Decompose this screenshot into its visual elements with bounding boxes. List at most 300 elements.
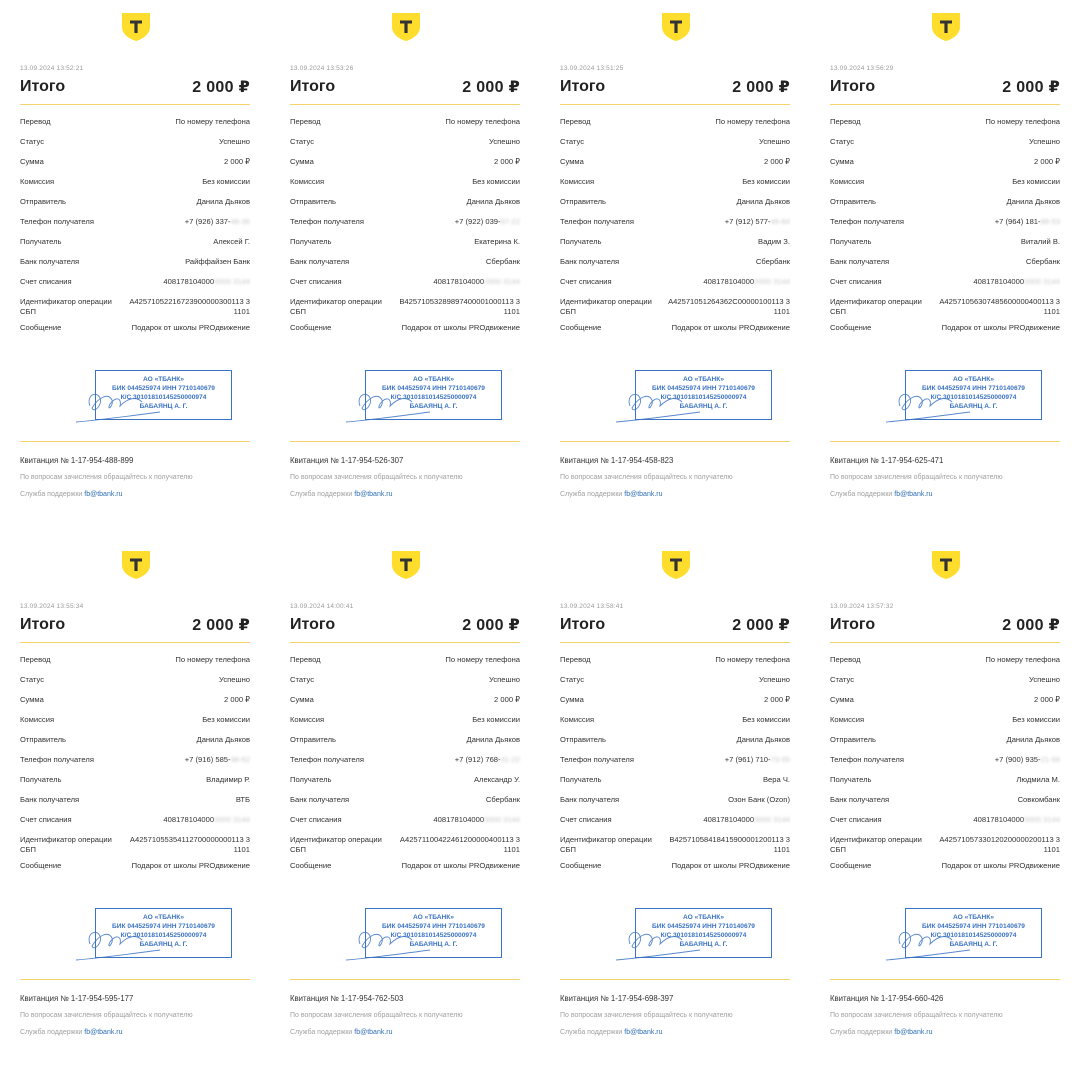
receipt-footer xyxy=(560,994,790,1036)
detail-value xyxy=(455,755,520,765)
detail-row-recipient-bank xyxy=(290,795,520,815)
detail-label: Банк получателя xyxy=(830,257,890,266)
support-email-link[interactable]: fb@tbank.ru xyxy=(894,491,933,498)
total-amount: 2 000 ₽ xyxy=(732,79,790,96)
detail-row-recipient-phone xyxy=(290,755,520,775)
support-email-link[interactable]: fb@tbank.ru xyxy=(624,491,663,498)
detail-row-recipient xyxy=(20,775,250,795)
detail-row-sum xyxy=(290,695,520,715)
receipt-card xyxy=(810,540,1080,1080)
detail-label: Комиссия xyxy=(830,715,865,724)
detail-value: Без комиссии xyxy=(472,177,520,186)
detail-row-recipient-bank xyxy=(830,795,1060,815)
receipt-number xyxy=(560,456,790,474)
support-line xyxy=(290,491,520,498)
detail-label: Сообщение xyxy=(290,323,332,332)
stamp-line: БИК 044525974 ИНН 7710140679 xyxy=(382,923,485,930)
phone-hidden: 21-58 xyxy=(1040,755,1060,764)
detail-label: Комиссия xyxy=(560,715,595,724)
detail-label: Перевод xyxy=(290,655,321,664)
details-list xyxy=(830,117,1060,343)
detail-value: Успешно xyxy=(1029,675,1060,684)
detail-row-sum xyxy=(560,695,790,715)
receipt-number xyxy=(830,994,1060,1012)
detail-label: Сумма xyxy=(560,157,584,166)
detail-row-sender xyxy=(560,735,790,755)
receipt-card xyxy=(270,540,540,1080)
detail-value: Виталий В. xyxy=(1020,237,1060,246)
account-visible: 408178104000 xyxy=(163,277,215,286)
account-visible: 408178104000 xyxy=(703,815,755,824)
detail-row-status xyxy=(560,675,790,695)
divider xyxy=(290,642,520,643)
detail-value: B42571058418415900001200113 31101 xyxy=(669,835,790,854)
divider xyxy=(290,104,520,105)
detail-row-sbp-id xyxy=(20,835,250,861)
support-line xyxy=(290,1029,520,1036)
detail-value xyxy=(725,217,790,227)
details-list xyxy=(290,655,520,881)
receipt-prefix: Квитанция № xyxy=(560,994,611,1003)
account-hidden: 0000 3144 xyxy=(484,815,520,824)
receipt-card xyxy=(540,0,810,540)
receipt-card xyxy=(0,0,270,540)
tbank-logo-icon xyxy=(931,550,961,580)
detail-label: Идентификатор операции СБП xyxy=(290,297,382,316)
total-row xyxy=(560,76,790,98)
phone-hidden: 73-55 xyxy=(770,755,790,764)
detail-value: 2 000 ₽ xyxy=(494,157,520,166)
detail-label: Сообщение xyxy=(830,323,872,332)
bank-stamp xyxy=(340,906,510,966)
total-amount: 2 000 ₽ xyxy=(462,617,520,634)
phone-visible: +7 (922) 039- xyxy=(454,217,501,226)
detail-row-recipient-phone xyxy=(290,217,520,237)
receipt-footer xyxy=(290,994,520,1036)
detail-row-message xyxy=(560,323,790,343)
detail-row-sum xyxy=(830,695,1060,715)
detail-label: Сумма xyxy=(20,695,44,704)
detail-label: Банк получателя xyxy=(560,795,620,804)
receipt-prefix: Квитанция № xyxy=(290,456,341,465)
detail-label: Идентификатор операции СБП xyxy=(290,835,382,854)
detail-row-transfer xyxy=(830,117,1060,137)
receipt-number-value: 1-17-954-762-503 xyxy=(340,994,404,1003)
detail-value: Подарок от школы PROдвижение xyxy=(131,323,250,332)
detail-row-recipient xyxy=(560,237,790,257)
account-hidden: 0000 3144 xyxy=(754,815,790,824)
detail-row-sum xyxy=(20,695,250,715)
detail-label: Получатель xyxy=(20,237,62,246)
receipt-footer xyxy=(290,456,520,498)
detail-row-message xyxy=(560,861,790,881)
total-row xyxy=(290,614,520,636)
operation-datetime: 13.09.2024 13:52:21 xyxy=(20,65,84,72)
detail-row-transfer xyxy=(290,655,520,675)
detail-row-message xyxy=(20,861,250,881)
stamp-line: АО «ТБАНК» xyxy=(952,914,995,921)
phone-hidden: 46-36 xyxy=(230,217,250,226)
phone-hidden: 31-22 xyxy=(500,755,520,764)
detail-value: Сбербанк xyxy=(755,257,790,266)
detail-label: Идентификатор операции СБП xyxy=(560,297,652,316)
detail-value: Совкомбанк xyxy=(1017,795,1060,804)
bank-stamp xyxy=(880,368,1050,428)
operation-datetime: 13.09.2024 13:53:26 xyxy=(290,65,354,72)
support-email-link[interactable]: fb@tbank.ru xyxy=(354,491,393,498)
detail-value: A42571051264362C00000100113 31101 xyxy=(668,297,790,316)
divider xyxy=(290,979,520,980)
detail-label: Комиссия xyxy=(20,715,55,724)
phone-visible: +7 (916) 585- xyxy=(184,755,231,764)
detail-value: Без комиссии xyxy=(1012,177,1060,186)
total-amount: 2 000 ₽ xyxy=(732,617,790,634)
total-row xyxy=(830,614,1060,636)
account-visible: 408178104000 xyxy=(433,277,485,286)
detail-value: По номеру телефона xyxy=(175,655,250,664)
total-amount: 2 000 ₽ xyxy=(1002,617,1060,634)
support-label: Служба поддержки xyxy=(290,1029,355,1036)
detail-row-message xyxy=(290,323,520,343)
signature-icon xyxy=(880,906,1050,966)
detail-value: Без комиссии xyxy=(202,715,250,724)
detail-row-sum xyxy=(830,157,1060,177)
receipt-prefix: Квитанция № xyxy=(560,456,611,465)
detail-value xyxy=(995,755,1060,765)
detail-row-status xyxy=(560,137,790,157)
receipt-footer xyxy=(20,456,250,498)
detail-value: Подарок от школы PROдвижение xyxy=(671,861,790,870)
detail-row-recipient-phone xyxy=(560,755,790,775)
detail-label: Телефон получателя xyxy=(830,217,904,226)
tbank-logo-icon xyxy=(661,550,691,580)
detail-row-sbp-id xyxy=(290,297,520,323)
detail-row-sum xyxy=(290,157,520,177)
detail-label: Статус xyxy=(560,675,585,684)
detail-value: Данила Дьяков xyxy=(196,197,250,206)
detail-label: Сумма xyxy=(290,157,314,166)
tbank-logo-icon xyxy=(121,12,151,42)
detail-value xyxy=(433,277,520,287)
detail-row-sender xyxy=(20,735,250,755)
detail-label: Счет списания xyxy=(20,277,72,286)
detail-value: Екатерина К. xyxy=(474,237,520,246)
receipt-number xyxy=(560,994,790,1012)
detail-value xyxy=(185,755,250,765)
detail-label: Сумма xyxy=(830,157,854,166)
stamp-line: АО «ТБАНК» xyxy=(142,376,185,383)
detail-row-commission xyxy=(560,715,790,735)
detail-label: Комиссия xyxy=(290,715,325,724)
recipient-note: По вопросам зачисления обращайтесь к получателю xyxy=(20,474,193,481)
detail-label: Счет списания xyxy=(560,277,612,286)
detail-value: Данила Дьяков xyxy=(1006,735,1060,744)
support-label: Служба поддержки xyxy=(830,491,895,498)
signature-icon xyxy=(70,906,240,966)
operation-datetime: 13.09.2024 13:58:41 xyxy=(560,603,624,610)
detail-row-recipient-phone xyxy=(20,755,250,775)
account-hidden: 0000 3144 xyxy=(754,277,790,286)
detail-value xyxy=(995,217,1060,227)
detail-value: A42571052216723900000300113 31101 xyxy=(129,297,250,316)
receipt-card xyxy=(270,0,540,540)
support-line xyxy=(830,1029,1060,1036)
tbank-logo-icon xyxy=(661,12,691,42)
detail-value: Сбербанк xyxy=(485,795,520,804)
detail-label: Счет списания xyxy=(290,277,342,286)
stamp-line: БИК 044525974 ИНН 7710140679 xyxy=(922,923,1025,930)
recipient-note: По вопросам зачисления обращайтесь к получателю xyxy=(830,474,1003,481)
detail-label: Банк получателя xyxy=(560,257,620,266)
detail-label: Телефон получателя xyxy=(560,755,634,764)
operation-datetime: 13.09.2024 13:57:32 xyxy=(830,603,894,610)
operation-datetime: 13.09.2024 13:55:34 xyxy=(20,603,84,610)
support-email-link[interactable]: fb@tbank.ru xyxy=(894,1029,933,1036)
receipt-footer xyxy=(830,456,1060,498)
stamp-line: БАБАЯНЦ А. Г. xyxy=(139,403,188,410)
recipient-note: По вопросам зачисления обращайтесь к получателю xyxy=(290,1012,463,1019)
detail-value: 2 000 ₽ xyxy=(224,695,250,704)
support-label: Служба поддержки xyxy=(20,491,85,498)
detail-value xyxy=(703,277,790,287)
stamp-line: АО «ТБАНК» xyxy=(412,914,455,921)
detail-label: Получатель xyxy=(290,237,332,246)
detail-label: Сообщение xyxy=(830,861,872,870)
divider xyxy=(830,441,1060,442)
account-visible: 408178104000 xyxy=(163,815,215,824)
detail-label: Счет списания xyxy=(20,815,72,824)
detail-value: 2 000 ₽ xyxy=(494,695,520,704)
detail-row-sender xyxy=(830,197,1060,217)
detail-row-sum xyxy=(560,157,790,177)
receipt-footer xyxy=(20,994,250,1036)
support-label: Служба поддержки xyxy=(20,1029,85,1036)
detail-value: Без комиссии xyxy=(472,715,520,724)
detail-value: Подарок от школы PROдвижение xyxy=(401,323,520,332)
detail-label: Статус xyxy=(290,675,315,684)
detail-value: Райффайзен Банк xyxy=(185,257,250,266)
tbank-logo-icon xyxy=(931,12,961,42)
divider xyxy=(290,441,520,442)
detail-row-recipient-phone xyxy=(560,217,790,237)
detail-label: Телефон получателя xyxy=(20,755,94,764)
total-label: Итого xyxy=(290,78,336,95)
support-email-link[interactable]: fb@tbank.ru xyxy=(624,1029,663,1036)
bank-stamp xyxy=(70,368,240,428)
support-email-link[interactable]: fb@tbank.ru xyxy=(84,1029,123,1036)
detail-row-status xyxy=(290,137,520,157)
detail-row-commission xyxy=(20,177,250,197)
account-hidden: 0000 3144 xyxy=(484,277,520,286)
receipt-number xyxy=(290,456,520,474)
signature-icon xyxy=(340,368,510,428)
detail-label: Перевод xyxy=(20,117,51,126)
detail-label: Комиссия xyxy=(290,177,325,186)
detail-label: Получатель xyxy=(290,775,332,784)
detail-row-debit-account xyxy=(830,277,1060,297)
support-email-link[interactable]: fb@tbank.ru xyxy=(354,1029,393,1036)
detail-row-status xyxy=(20,675,250,695)
detail-label: Сообщение xyxy=(290,861,332,870)
detail-value: Успешно xyxy=(489,675,520,684)
detail-value: Людмила М. xyxy=(1016,775,1060,784)
divider xyxy=(20,979,250,980)
detail-label: Отправитель xyxy=(560,735,606,744)
detail-label: Сумма xyxy=(20,157,44,166)
detail-value: Подарок от школы PROдвижение xyxy=(671,323,790,332)
detail-value: Подарок от школы PROдвижение xyxy=(941,323,1060,332)
detail-label: Статус xyxy=(20,675,45,684)
detail-value: 2 000 ₽ xyxy=(764,695,790,704)
account-hidden: 0000 3144 xyxy=(1024,277,1060,286)
details-list xyxy=(830,655,1060,881)
phone-visible: +7 (961) 710- xyxy=(724,755,771,764)
detail-label: Отправитель xyxy=(830,197,876,206)
detail-row-recipient-bank xyxy=(560,795,790,815)
operation-datetime: 13.09.2024 13:56:29 xyxy=(830,65,894,72)
stamp-line: АО «ТБАНК» xyxy=(952,376,995,383)
signature-icon xyxy=(610,906,780,966)
total-row xyxy=(830,76,1060,98)
detail-value: Данила Дьяков xyxy=(1006,197,1060,206)
receipt-number-value: 1-17-954-595-177 xyxy=(70,994,134,1003)
recipient-note: По вопросам зачисления обращайтесь к получателю xyxy=(830,1012,1003,1019)
total-row xyxy=(560,614,790,636)
stamp-line: БАБАЯНЦ А. Г. xyxy=(949,941,998,948)
detail-value: Успешно xyxy=(489,137,520,146)
stamp-line: БИК 044525974 ИНН 7710140679 xyxy=(652,923,755,930)
phone-visible: +7 (900) 935- xyxy=(994,755,1041,764)
detail-label: Перевод xyxy=(560,117,591,126)
detail-row-commission xyxy=(830,715,1060,735)
detail-label: Банк получателя xyxy=(20,795,80,804)
receipt-prefix: Квитанция № xyxy=(830,456,881,465)
detail-label: Получатель xyxy=(560,775,602,784)
detail-row-transfer xyxy=(20,117,250,137)
detail-label: Получатель xyxy=(830,775,872,784)
detail-label: Сообщение xyxy=(20,323,62,332)
detail-value xyxy=(703,815,790,825)
support-line xyxy=(830,491,1060,498)
tbank-logo-icon xyxy=(121,550,151,580)
detail-value: Алексей Г. xyxy=(213,237,250,246)
detail-value: По номеру телефона xyxy=(445,117,520,126)
stamp-line: БИК 044525974 ИНН 7710140679 xyxy=(112,923,215,930)
total-amount: 2 000 ₽ xyxy=(462,79,520,96)
detail-row-recipient-phone xyxy=(830,217,1060,237)
detail-row-status xyxy=(830,675,1060,695)
recipient-note: По вопросам зачисления обращайтесь к получателю xyxy=(290,474,463,481)
detail-row-message xyxy=(830,323,1060,343)
detail-row-debit-account xyxy=(290,815,520,835)
detail-label: Отправитель xyxy=(830,735,876,744)
stamp-line: К/С 30101810145250000974 xyxy=(930,394,1017,401)
detail-row-message xyxy=(20,323,250,343)
phone-visible: +7 (912) 577- xyxy=(724,217,771,226)
support-line xyxy=(20,1029,250,1036)
detail-label: Отправитель xyxy=(20,735,66,744)
detail-label: Сумма xyxy=(830,695,854,704)
detail-label: Статус xyxy=(830,675,855,684)
details-list xyxy=(560,117,790,343)
detail-row-recipient-bank xyxy=(560,257,790,277)
account-hidden: 0000 3144 xyxy=(214,815,250,824)
detail-value xyxy=(163,815,250,825)
stamp-line: БАБАЯНЦ А. Г. xyxy=(139,941,188,948)
detail-label: Идентификатор операции СБП xyxy=(830,835,922,854)
receipt-number xyxy=(830,456,1060,474)
total-row xyxy=(20,76,250,98)
stamp-line: БИК 044525974 ИНН 7710140679 xyxy=(382,385,485,392)
detail-row-debit-account xyxy=(20,277,250,297)
detail-row-recipient xyxy=(290,237,520,257)
phone-hidden: 46-84 xyxy=(770,217,790,226)
support-email-link[interactable]: fb@tbank.ru xyxy=(84,491,123,498)
stamp-line: К/С 30101810145250000974 xyxy=(660,394,747,401)
total-row xyxy=(290,76,520,98)
detail-value: Подарок от школы PROдвижение xyxy=(131,861,250,870)
total-label: Итого xyxy=(290,616,336,633)
support-label: Служба поддержки xyxy=(560,1029,625,1036)
receipt-number xyxy=(290,994,520,1012)
detail-row-recipient-bank xyxy=(290,257,520,277)
detail-label: Телефон получателя xyxy=(290,755,364,764)
receipt-prefix: Квитанция № xyxy=(20,994,71,1003)
detail-row-debit-account xyxy=(560,815,790,835)
receipt-number xyxy=(20,994,250,1012)
bank-stamp xyxy=(610,368,780,428)
details-list xyxy=(20,655,250,881)
phone-visible: +7 (926) 337- xyxy=(184,217,231,226)
detail-row-commission xyxy=(560,177,790,197)
detail-label: Счет списания xyxy=(830,277,882,286)
detail-label: Идентификатор операции СБП xyxy=(830,297,922,316)
total-amount: 2 000 ₽ xyxy=(192,79,250,96)
divider xyxy=(560,104,790,105)
detail-value: Подарок от школы PROдвижение xyxy=(401,861,520,870)
details-list xyxy=(560,655,790,881)
detail-value: По номеру телефона xyxy=(985,117,1060,126)
stamp-line: К/С 30101810145250000974 xyxy=(120,932,207,939)
detail-value: Без комиссии xyxy=(742,715,790,724)
total-label: Итого xyxy=(830,78,876,95)
detail-row-status xyxy=(830,137,1060,157)
stamp-line: БАБАЯНЦ А. Г. xyxy=(679,941,728,948)
detail-value xyxy=(725,755,790,765)
detail-value xyxy=(163,277,250,287)
detail-row-sender xyxy=(560,197,790,217)
tbank-logo-icon xyxy=(391,550,421,580)
bank-stamp xyxy=(880,906,1050,966)
account-visible: 408178104000 xyxy=(973,277,1025,286)
receipt-card xyxy=(810,0,1080,540)
account-visible: 408178104000 xyxy=(433,815,485,824)
detail-row-recipient-phone xyxy=(20,217,250,237)
detail-value: Без комиссии xyxy=(742,177,790,186)
detail-value: A42571057330120200000200113 31101 xyxy=(939,835,1060,854)
detail-row-debit-account xyxy=(20,815,250,835)
receipt-number-value: 1-17-954-660-426 xyxy=(880,994,944,1003)
detail-label: Комиссия xyxy=(830,177,865,186)
detail-value: По номеру телефона xyxy=(175,117,250,126)
receipt-footer xyxy=(560,456,790,498)
detail-row-recipient xyxy=(830,775,1060,795)
detail-label: Телефон получателя xyxy=(20,217,94,226)
stamp-line: БАБАЯНЦ А. Г. xyxy=(409,941,458,948)
account-visible: 408178104000 xyxy=(703,277,755,286)
signature-icon xyxy=(880,368,1050,428)
detail-value: По номеру телефона xyxy=(985,655,1060,664)
